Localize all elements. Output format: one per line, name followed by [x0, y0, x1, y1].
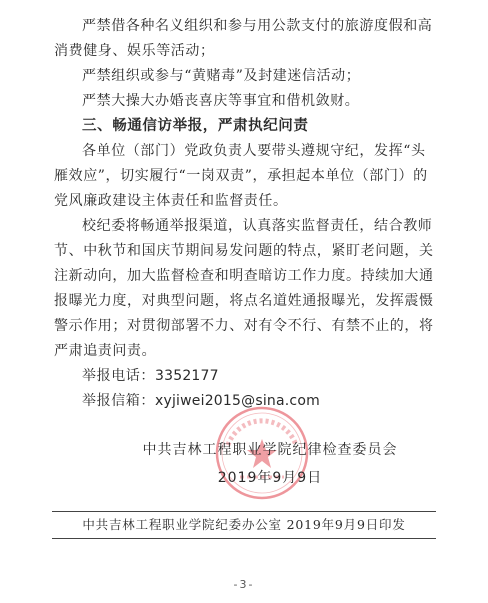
body-paragraph-5: 校纪委将畅通举报渠道，认真落实监督责任，结合教师节、中秋节和国庆节期间易发问题的特点，紧盯老问题，关注新动向，加大监督检查和明查暗访工作力度。持续加大通报曝光力度，对典型问题，将点名道姓通报曝光，发挥震慑警示作用；对贯彻部署不力、对有令不行、有禁不止的，将严肃追责问责。: [54, 218, 434, 359]
report-email-address: xyjiwei2015@sina.com: [155, 393, 320, 409]
body-paragraph-4: 各单位（部门）党政负责人要带头遵规守纪，发挥“头雁效应”，切实履行“一岗双责”，承担起本单位（部门）的党风廉政建设主体责任和监督责任。: [54, 143, 428, 209]
page-number: -3-: [233, 578, 255, 591]
signing-organization: 中共吉林工程职业学院纪律检查委员会: [142, 442, 398, 458]
signing-date: 2019年9月9日: [217, 470, 323, 486]
body-paragraph-1: 严禁借各种名义组织和参与用公款支付的旅游度假和高消费健身、娱乐等活动；: [54, 18, 433, 59]
report-phone-number: 3352177: [155, 368, 219, 384]
body-paragraph-3: 严禁大操大办婚丧喜庆等事宜和借机敛财。: [82, 93, 360, 109]
report-phone-label: 举报电话：: [82, 368, 155, 384]
report-phone-line: [82, 364, 219, 389]
footer-top-rule: [52, 511, 436, 512]
footer-bottom-rule: [52, 538, 436, 539]
section-heading: 三、畅通信访举报，严肃执纪问责: [82, 118, 309, 134]
body-paragraph-2: 严禁组织或参与“黄赌毒”及封建迷信活动；: [82, 68, 361, 84]
report-email-label: 举报信箱：: [82, 393, 155, 409]
footer-issuer-line: 中共吉林工程职业学院纪委办公室 2019年9月9日印发: [82, 517, 406, 532]
